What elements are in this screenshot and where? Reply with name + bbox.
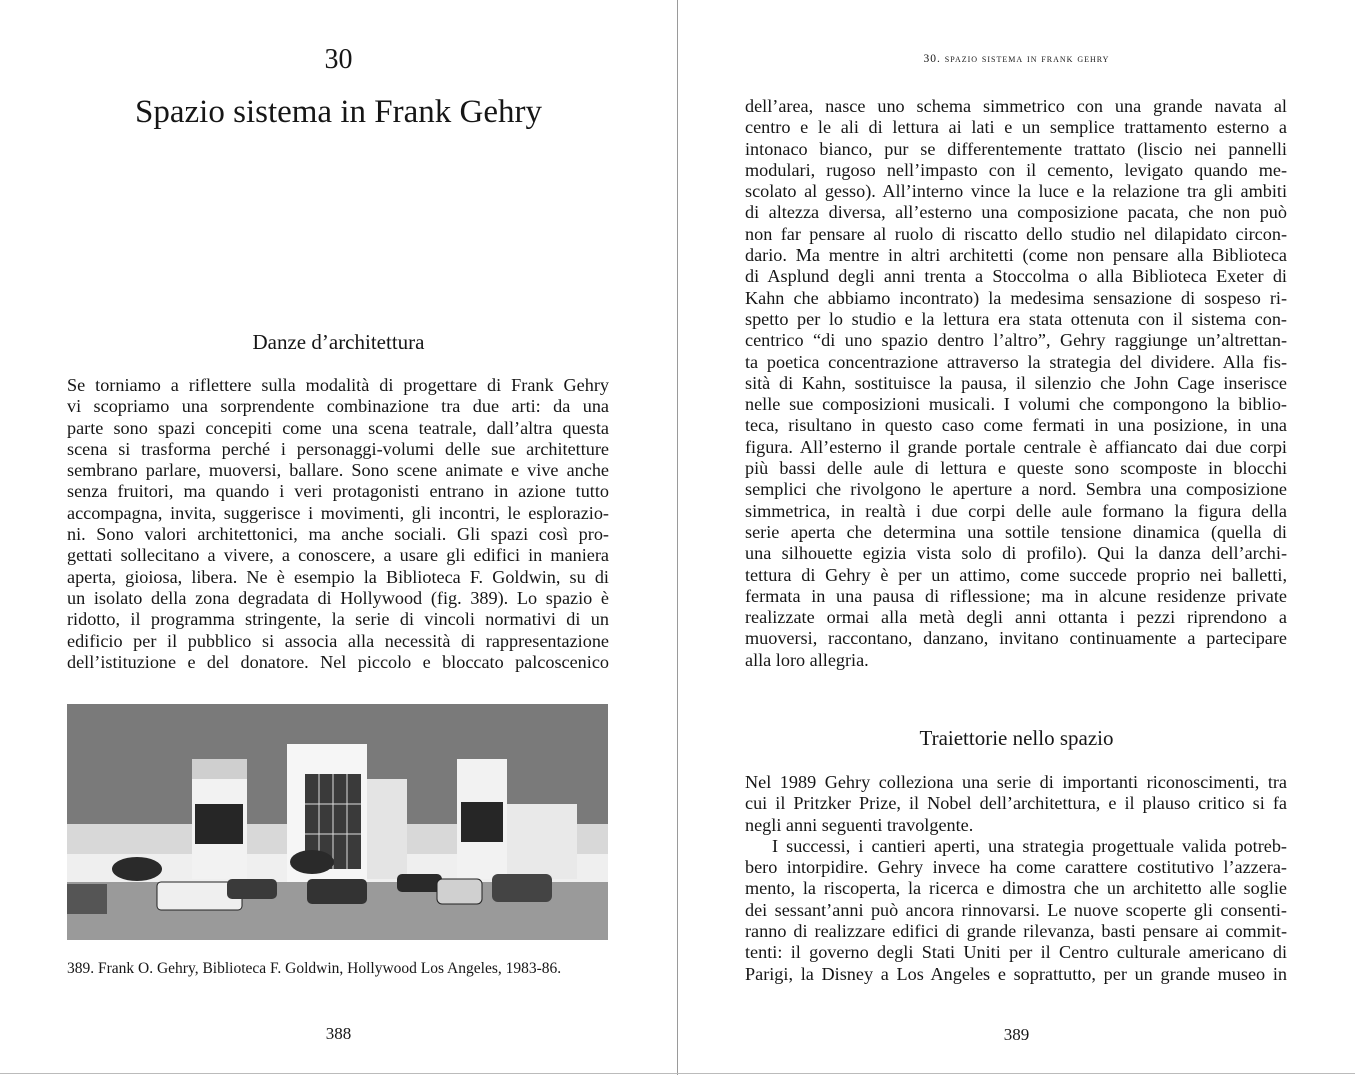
text-line: modulari, rugoso nell’impasto con il cemento, levigato quando me- xyxy=(745,159,1287,180)
text-line: vi scopriamo una sorprendente combinazione tra due arti: da una xyxy=(67,396,609,417)
text-line: una silhouette egizia vista solo di profilo). Qui la danza dell’archi- xyxy=(745,543,1287,564)
bottom-edge xyxy=(0,1073,1355,1074)
body-text xyxy=(67,375,609,673)
text-line: simmetrica, in realtà i due corpi delle aule formano la figura della xyxy=(745,500,1287,521)
text-line: bero intorpidire. Gehry invece ha come carattere costitutivo l’azzera- xyxy=(745,857,1287,878)
section-body-text xyxy=(745,772,1287,985)
text-line: più bassi delle aule di lettura e queste sono scomposte in blocchi xyxy=(745,458,1287,479)
left-page xyxy=(0,0,677,1075)
text-line: I successi, i cantieri aperti, una strategia progettuale valida potreb- xyxy=(772,835,1287,856)
body-text xyxy=(745,96,1287,671)
text-line: tenti: il governo degli Stati Uniti per il Centro culturale americano di xyxy=(745,942,1287,963)
text-line: senza fruitori, ma quando i veri protagonisti entrano in azione tutto xyxy=(67,481,609,502)
text-line: negli anni seguenti travolgente. xyxy=(745,814,974,835)
text-line: Kahn che abbiamo incontrato) la medesima sensazione di sospeso ri- xyxy=(745,287,1287,308)
text-line: serie aperta che determina una sottile tensione dinamica (quella di xyxy=(745,521,1287,542)
text-line: figura. All’esterno il grande portale centrale è affiancato dai due corpi xyxy=(745,436,1287,457)
text-line: fermata in una pausa di riflessione; ma in alcune residenze private xyxy=(745,585,1287,606)
text-line: muoversi, raccontano, danzano, invitano continuamente a partecipare xyxy=(745,628,1287,649)
text-line: un isolato della zona degradata di Hollywood (fig. 389). Lo spazio è xyxy=(67,587,609,608)
text-line: ni. Sono valori architettonici, ma anche sociali. Gli spazi così pro- xyxy=(67,524,609,545)
text-line: di altezza diversa, all’esterno una composizione pacata, che non può xyxy=(745,202,1287,223)
chapter-title: Spazio sistema in Frank Gehry xyxy=(135,94,542,130)
text-line: teca, risultano in questo caso come fermati in una posizione, in una xyxy=(745,415,1287,436)
text-line: nelle sue composizioni musicali. I volumi che compongono la biblio- xyxy=(745,394,1287,415)
text-line: realizzate ormai alla metà degli anni ottanta i pezzi riprendono a xyxy=(745,607,1287,628)
page-number: 388 xyxy=(325,1024,352,1043)
section-title: Danze d’architettura xyxy=(252,330,425,354)
text-line: cui il Pritzker Prize, il Nobel dell’architettura, e il plauso critico si fa xyxy=(745,793,1287,814)
right-page xyxy=(678,0,1355,1075)
text-line: Parigi, la Disney a Los Angeles e soprattutto, per un grande museo in xyxy=(745,963,1287,984)
text-line: parte sono spazi concepiti come una scena teatrale, dall’altra questa xyxy=(67,417,609,438)
text-line: centrico “di uno spazio dentro l’altro”, Gehry raggiunge un’altrettan- xyxy=(745,330,1287,351)
text-line: Se torniamo a riflettere sulla modalità di progettare di Frank Gehry xyxy=(67,375,609,395)
text-line: sità di Kahn, sostituisce la pausa, il silenzio che John Cage inserisce xyxy=(745,372,1287,393)
text-line: ranno di realizzare edifici di grande rilevanza, basti pensare ai commit- xyxy=(745,921,1287,942)
figure-caption: 389. Frank O. Gehry, Biblioteca F. Goldwin, Hollywood Los Angeles, 1983-86. xyxy=(67,960,562,977)
building-photo xyxy=(67,704,608,940)
text-line: alla loro allegria. xyxy=(745,649,869,670)
text-line: dell’area, nasce uno schema simmetrico con una grande navata al xyxy=(745,96,1287,116)
text-line: tettura di Gehry è per un attimo, come succede proprio nei balletti, xyxy=(745,564,1287,585)
text-line: dei sessant’anni può ancora rinnovarsi. Le nuove scoperte gli consenti- xyxy=(745,899,1287,920)
text-line: non far pensare al ruolo di riscatto dello studio nel dilapidato circon- xyxy=(745,223,1287,244)
text-line: spetto per lo studio e la lettura era stata ottenuta con il sistema con- xyxy=(745,308,1287,329)
section-title: Traiettorie nello spazio xyxy=(919,726,1114,750)
text-line: semplici che rivolgono le aperture a nord. Sembra una composizione xyxy=(745,479,1287,500)
running-head: 30. spazio sistema in frank gehry xyxy=(923,53,1110,65)
text-line: gettati sollecitano a vivere, a conoscere, a usare gli edifici in maniera xyxy=(67,545,609,566)
text-line: aperta, gioiosa, libera. Ne è esempio la Biblioteca F. Goldwin, su di xyxy=(67,566,609,587)
text-line: ta poetica concentrazione attraverso la strategia del dividere. Alla fis- xyxy=(745,351,1287,372)
text-line: scolato al gesso). All’interno vince la luce e la relazione tra gli ambiti xyxy=(745,181,1287,202)
text-line: dell’istituzione e del donatore. Nel piccolo e bloccato palcoscenico xyxy=(67,651,609,672)
text-line: sembrano parlare, muoversi, ballare. Sono scene animate e vive anche xyxy=(67,460,609,481)
text-line: accompagna, invita, suggerisce i movimenti, gli incontri, le esplorazio- xyxy=(67,502,609,523)
page-number: 389 xyxy=(1003,1025,1030,1044)
text-line: ridotto, il programma stringente, la serie di vincoli normativi di un xyxy=(67,609,609,630)
text-line: mento, la riscoperta, la ricerca e dimostra che un architetto alle soglie xyxy=(745,878,1287,899)
chapter-number: 30 xyxy=(324,44,353,75)
text-line: edificio per il pubblico si associa alla necessità di rappresentazione xyxy=(67,630,609,651)
text-line: Nel 1989 Gehry colleziona una serie di importanti riconoscimenti, tra xyxy=(745,772,1287,792)
text-line: scena si trasforma perché i personaggi-volumi delle sue architetture xyxy=(67,438,609,459)
text-line: dario. Ma mentre in altri architetti (come non pensare alla Biblioteca xyxy=(745,245,1287,266)
text-line: di Asplund degli anni trenta a Stoccolma o alla Biblioteca Exeter di xyxy=(745,266,1287,287)
text-line: intonaco bianco, pur se differentemente trattato (liscio nei pannelli xyxy=(745,138,1287,159)
text-line: centro e le ali di lettura ai lati e un semplice trattamento esterno a xyxy=(745,117,1287,138)
